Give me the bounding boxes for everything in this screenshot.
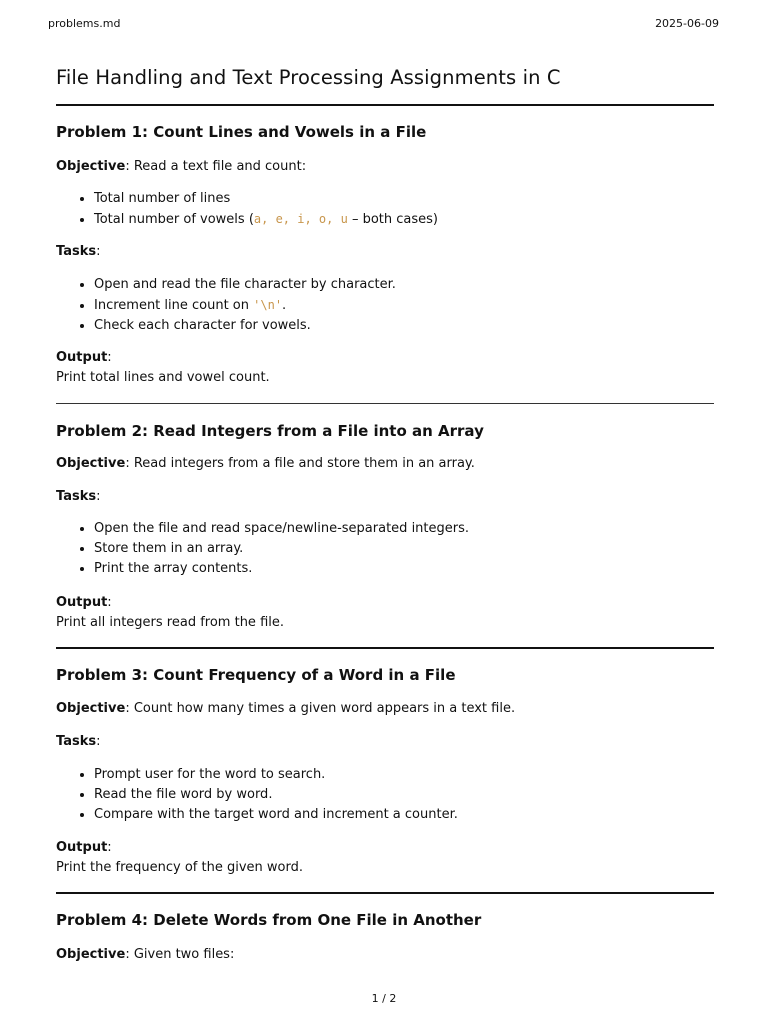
- problem-3-heading: Problem 3: Count Frequency of a Word in a File: [56, 666, 456, 684]
- list-item: • Compare with the target word and increment a counter.: [94, 805, 714, 825]
- problem-4-objective: [56, 945, 714, 965]
- section-divider: [56, 403, 714, 404]
- objective-text: : Read integers from a file and store them in an array.: [125, 456, 475, 471]
- list-item-text: Increment line count on: [94, 298, 254, 313]
- problem-2-tasks-label: [56, 487, 714, 507]
- problem-3-tasks-list: [56, 765, 714, 825]
- section-divider: [56, 647, 714, 649]
- objective-label: Objective: [56, 701, 126, 716]
- list-item: • Prompt user for the word to search.: [94, 765, 714, 785]
- objective-label: Objective: [56, 947, 126, 962]
- colon: :: [96, 734, 101, 749]
- header-date: 2025-06-09: [655, 17, 719, 30]
- header-filename: problems.md: [48, 17, 121, 30]
- list-item: • Read the file word by word.: [94, 785, 714, 805]
- problem-3-objective: [56, 699, 714, 719]
- tasks-label: Tasks: [56, 489, 97, 504]
- problem-1-section: [56, 122, 714, 142]
- problem-1-tasks-list: [56, 275, 714, 336]
- list-item-text: Total number of vowels (: [94, 212, 254, 227]
- newline-code: '\n': [253, 298, 283, 312]
- document-title: File Handling and Text Processing Assignments in C: [56, 66, 561, 89]
- list-item-text: .: [282, 298, 287, 313]
- output-label: Output: [56, 595, 108, 610]
- objective-text: : Given two files:: [125, 947, 235, 962]
- colon: :: [107, 595, 112, 610]
- objective-label: Objective: [56, 456, 126, 471]
- problem-2-tasks-list: [56, 519, 714, 579]
- list-item: • Check each character for vowels.: [94, 316, 714, 336]
- colon: :: [96, 489, 101, 504]
- problem-4-heading: Problem 4: Delete Words from One File in Another: [56, 911, 482, 929]
- output-text: Print the frequency of the given word.: [56, 860, 303, 875]
- list-item: • Total number of lines: [94, 189, 714, 209]
- problem-1-tasks-label: [56, 242, 714, 262]
- colon: :: [107, 840, 112, 855]
- problem-2-heading: Problem 2: Read Integers from a File into an Array: [56, 422, 484, 440]
- list-item: [94, 295, 714, 316]
- problem-1-objective-list: [56, 189, 714, 230]
- output-text: Print all integers read from the file.: [56, 615, 284, 630]
- problem-3-tasks-label: [56, 732, 714, 752]
- colon: :: [96, 244, 101, 259]
- tasks-label: Tasks: [56, 734, 97, 749]
- title-divider: [56, 104, 714, 106]
- list-item: • Open the file and read space/newline-separated integers.: [94, 519, 714, 539]
- problem-3-output: [56, 838, 714, 878]
- section-divider: [56, 892, 714, 894]
- page-number: 1 / 2: [371, 992, 397, 1005]
- list-item: • Store them in an array.: [94, 539, 714, 559]
- output-label: Output: [56, 350, 108, 365]
- output-text: Print total lines and vowel count.: [56, 370, 270, 385]
- problem-2-objective: [56, 454, 714, 474]
- problem-2-output: [56, 593, 714, 633]
- problem-1-heading: Problem 1: Count Lines and Vowels in a File: [56, 123, 427, 141]
- vowels-code: a, e, i, o, u: [253, 212, 348, 226]
- objective-label: Objective: [56, 159, 126, 174]
- problem-3-section: [56, 665, 714, 685]
- problem-1-output: [56, 348, 714, 388]
- list-item-text: – both cases): [347, 212, 438, 227]
- list-item: • Print the array contents.: [94, 559, 714, 579]
- problem-1-objective: [56, 157, 714, 177]
- list-item: [94, 209, 714, 230]
- problem-4-section: [56, 910, 714, 930]
- colon: :: [107, 350, 112, 365]
- tasks-label: Tasks: [56, 244, 97, 259]
- objective-text: : Count how many times a given word appears in a text file.: [125, 701, 516, 716]
- objective-text: : Read a text file and count:: [125, 159, 307, 174]
- output-label: Output: [56, 840, 108, 855]
- problem-2-section: [56, 421, 714, 441]
- list-item: • Open and read the file character by character.: [94, 275, 714, 295]
